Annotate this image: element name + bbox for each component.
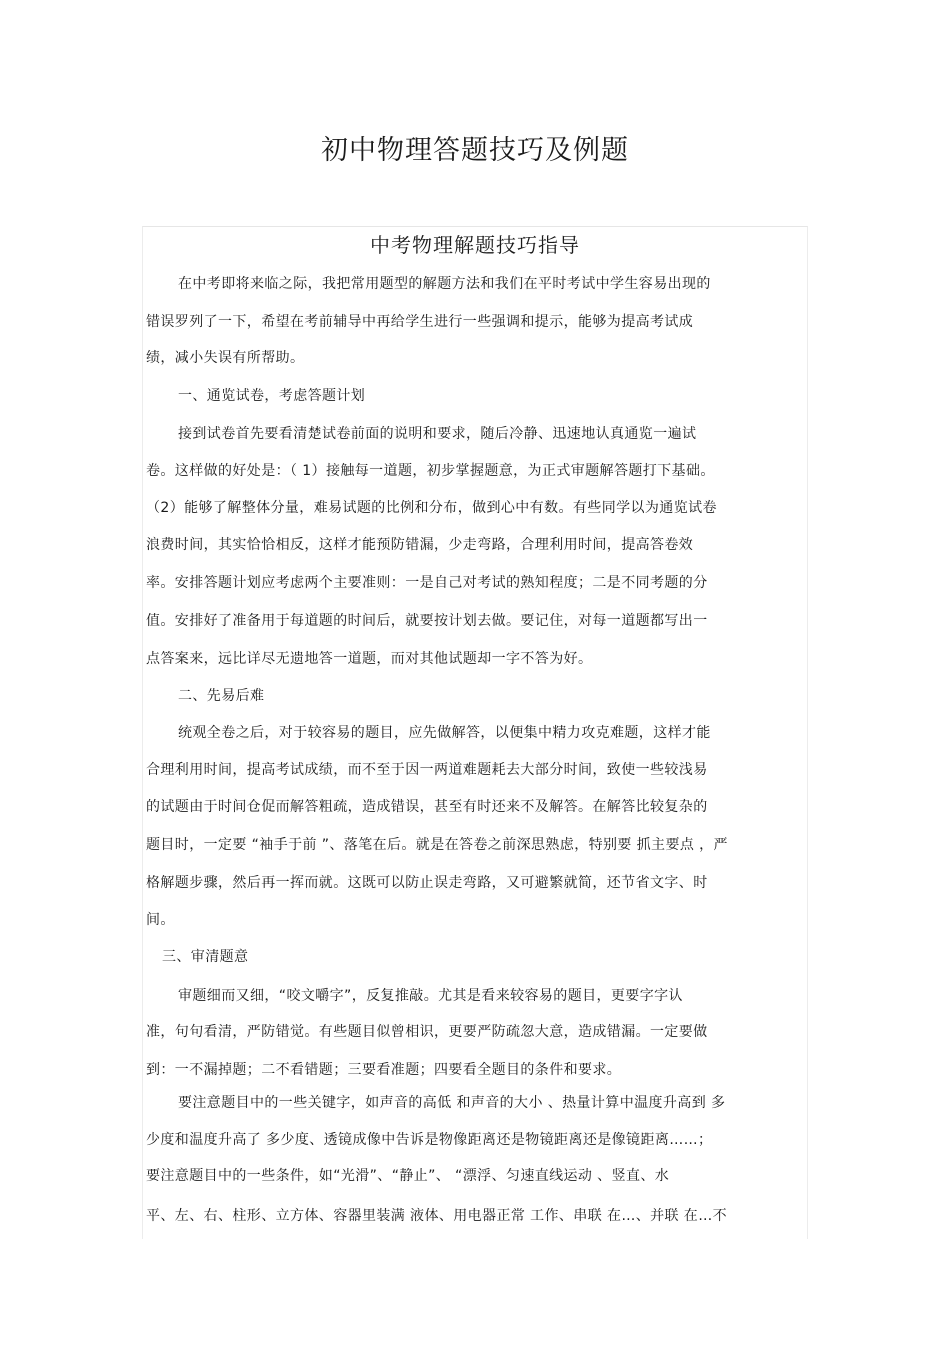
paragraph-line: （2）能够了解整体分量，难易试题的比例和分布，做到心中有数。有些同学以为通览试卷: [146, 500, 717, 516]
paragraph-line: 统观全卷之后，对于较容易的题目，应先做解答，以便集中精力攻克难题，这样才能: [178, 725, 711, 741]
paragraph-line: 审题细而又细，“咬文嚼字”，反复推敲。尤其是看来较容易的题目，更要字字认: [178, 988, 683, 1004]
paragraph-line: 准，句句看清，严防错觉。有些题目似曾相识，更要严防疏忽大意，造成错漏。一定要做: [146, 1024, 708, 1040]
paragraph-line: 错误罗列了一下，希望在考前辅导中再给学生进行一些强调和提示，能够为提高考试成: [146, 314, 694, 330]
paragraph-line: 浪费时间，其实恰恰相反，这样才能预防错漏，少走弯路，合理利用时间，提高答卷效: [146, 537, 694, 553]
paragraph-line: 在中考即将来临之际，我把常用题型的解题方法和我们在平时考试中学生容易出现的: [178, 276, 711, 292]
paragraph-line: 点答案来，远比详尽无遗地答一道题，而对其他试题却一字不答为好。: [146, 651, 593, 667]
section-heading: 二、先易后难: [178, 688, 265, 704]
paragraph-line: 值。安排好了准备用于每道题的时间后，就要按计划去做。要记住，对每一道题都写出一: [146, 613, 708, 629]
paragraph-line: 绩，减小失误有所帮助。: [146, 350, 305, 366]
section-heading: 三、审清题意: [162, 949, 249, 965]
paragraph-line: 少度和温度升高了 多少度、透镜成像中告诉是物像距离还是物镜距离还是像镜距离……；: [146, 1132, 713, 1148]
paragraph-line: 要注意题目中的一些关键字，如声音的高低 和声音的大小 、热量计算中温度升高到 多: [178, 1095, 726, 1111]
section-title: 中考物理解题技巧指导: [370, 233, 580, 257]
paragraph-line: 的试题由于时间仓促而解答粗疏，造成错误，甚至有时还来不及解答。在解答比较复杂的: [146, 799, 708, 815]
paragraph-line: 间。: [146, 912, 175, 928]
paragraph-line: 题目时，一定要 “袖手于前 ”、落笔在后。就是在答卷之前深思熟虑，特别要 抓主要点 ，严: [146, 837, 728, 853]
paragraph-line: 合理利用时间，提高考试成绩，而不至于因一两道难题耗去大部分时间，致使一些较浅易: [146, 762, 708, 778]
paragraph-line: 率。安排答题计划应考虑两个主要准则：一是自己对考试的熟知程度；二是不同考题的分: [146, 575, 708, 591]
paragraph-line: 到：一不漏掉题；二不看错题；三要看准题；四要看全题目的条件和要求。: [146, 1062, 622, 1078]
paragraph-line: 要注意题目中的一些条件，如“光滑”、“静止”、 “漂浮、匀速直线运动 、竖直、水: [146, 1168, 670, 1184]
paragraph-line: 卷。这样做的好处是：（ 1）接触每一道题，初步掌握题意，为正式审题解答题打下基础。: [146, 463, 715, 479]
paragraph-line: 接到试卷首先要看清楚试卷前面的说明和要求，随后冷静、迅速地认真通览一遍试: [178, 426, 697, 442]
section-heading: 一、通览试卷，考虑答题计划: [178, 388, 366, 404]
paragraph-line: 格解题步骤，然后再一挥而就。这既可以防止误走弯路，又可避繁就简，还节省文字、时: [146, 875, 708, 891]
paragraph-line: 平、左、右、柱形、立方体、容器里装满 液体、用电器正常 工作、串联 在…、并联 在…不: [146, 1208, 727, 1224]
document-title: 初中物理答题技巧及例题: [321, 135, 629, 166]
